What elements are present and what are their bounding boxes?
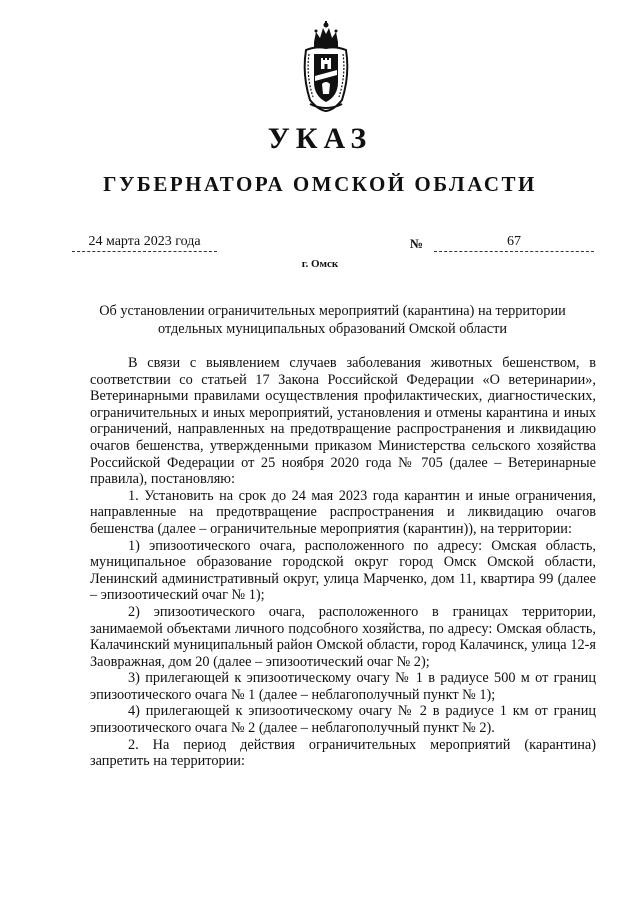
document-issuer: ГУБЕРНАТОРА ОМСКОЙ ОБЛАСТИ [103, 172, 537, 196]
paragraph-subitem-3: 3) прилегающей к эпизоотическому очагу № 1 в радиусе 500 м от границ эпизоотического очага № 1 (далее – неблагополучный пункт № 1); [90, 670, 596, 703]
document-date: 24 марта 2023 года [72, 234, 217, 252]
coat-of-arms-icon [300, 20, 352, 112]
paragraph-preamble: В связи с выявлением случаев заболевания животных бешенством, в соответствии со статьей 17 Закона Российской Федерации «О ветеринарии», Ветеринарными правилами осуществления профилактических, диагностических, ограничительных и иных мероприятий, установления и отмены карантина и иных ограничений, направленных на предотвращение распространения и ликвидацию очагов бешенства, утвержденными приказом Министерства сельского хозяйства Российской Федерации от 25 ноября 2020 года № 705 (далее – Ветеринарные правила), постановляю: [90, 355, 596, 488]
paragraph-subitem-2: 2) эпизоотического очага, расположенного в границах территории, занимаемой объектами личного подсобного хозяйства, по адресу: Омская область, Калачинский муниципальный район Омской области, город Калачинск, улица 12-я Заовражная, дом 20 (далее – эпизоотический очаг № 2); [90, 603, 596, 670]
document-heading: Об установлении ограничительных мероприятий (карантина) на территории отдельных муниципальных образований Омской области [99, 303, 566, 337]
paragraph-subitem-1: 1) эпизоотического очага, расположенного по адресу: Омская область, муниципальное образование городской округ город Омск Омской области, Ленинский административный округ, улица Марченко, дом 11, квартира 99 (далее – эпизоотический очаг № 1); [90, 537, 596, 604]
document-title: УКАЗ [267, 122, 373, 155]
paragraph-subitem-4: 4) прилегающей к эпизоотическому очагу № 2 в радиусе 1 км от границ эпизоотического очага № 2 (далее – неблагополучный пункт № 2). [90, 703, 596, 737]
document-body [90, 355, 596, 770]
paragraph-item-1: 1. Установить на срок до 24 мая 2023 года карантин и иные ограничения, направленные на предотвращение распространения и ликвидацию очагов бешенства (далее – ограничительные мероприятия (карантин)), на территории: [90, 487, 596, 537]
document-city: г. Омск [301, 258, 339, 270]
document-number-label: № [410, 236, 424, 251]
document-number: 67 [434, 234, 594, 252]
paragraph-item-2: 2. На период действия ограничительных мероприятий (карантина) запретить на территории: [90, 736, 596, 770]
